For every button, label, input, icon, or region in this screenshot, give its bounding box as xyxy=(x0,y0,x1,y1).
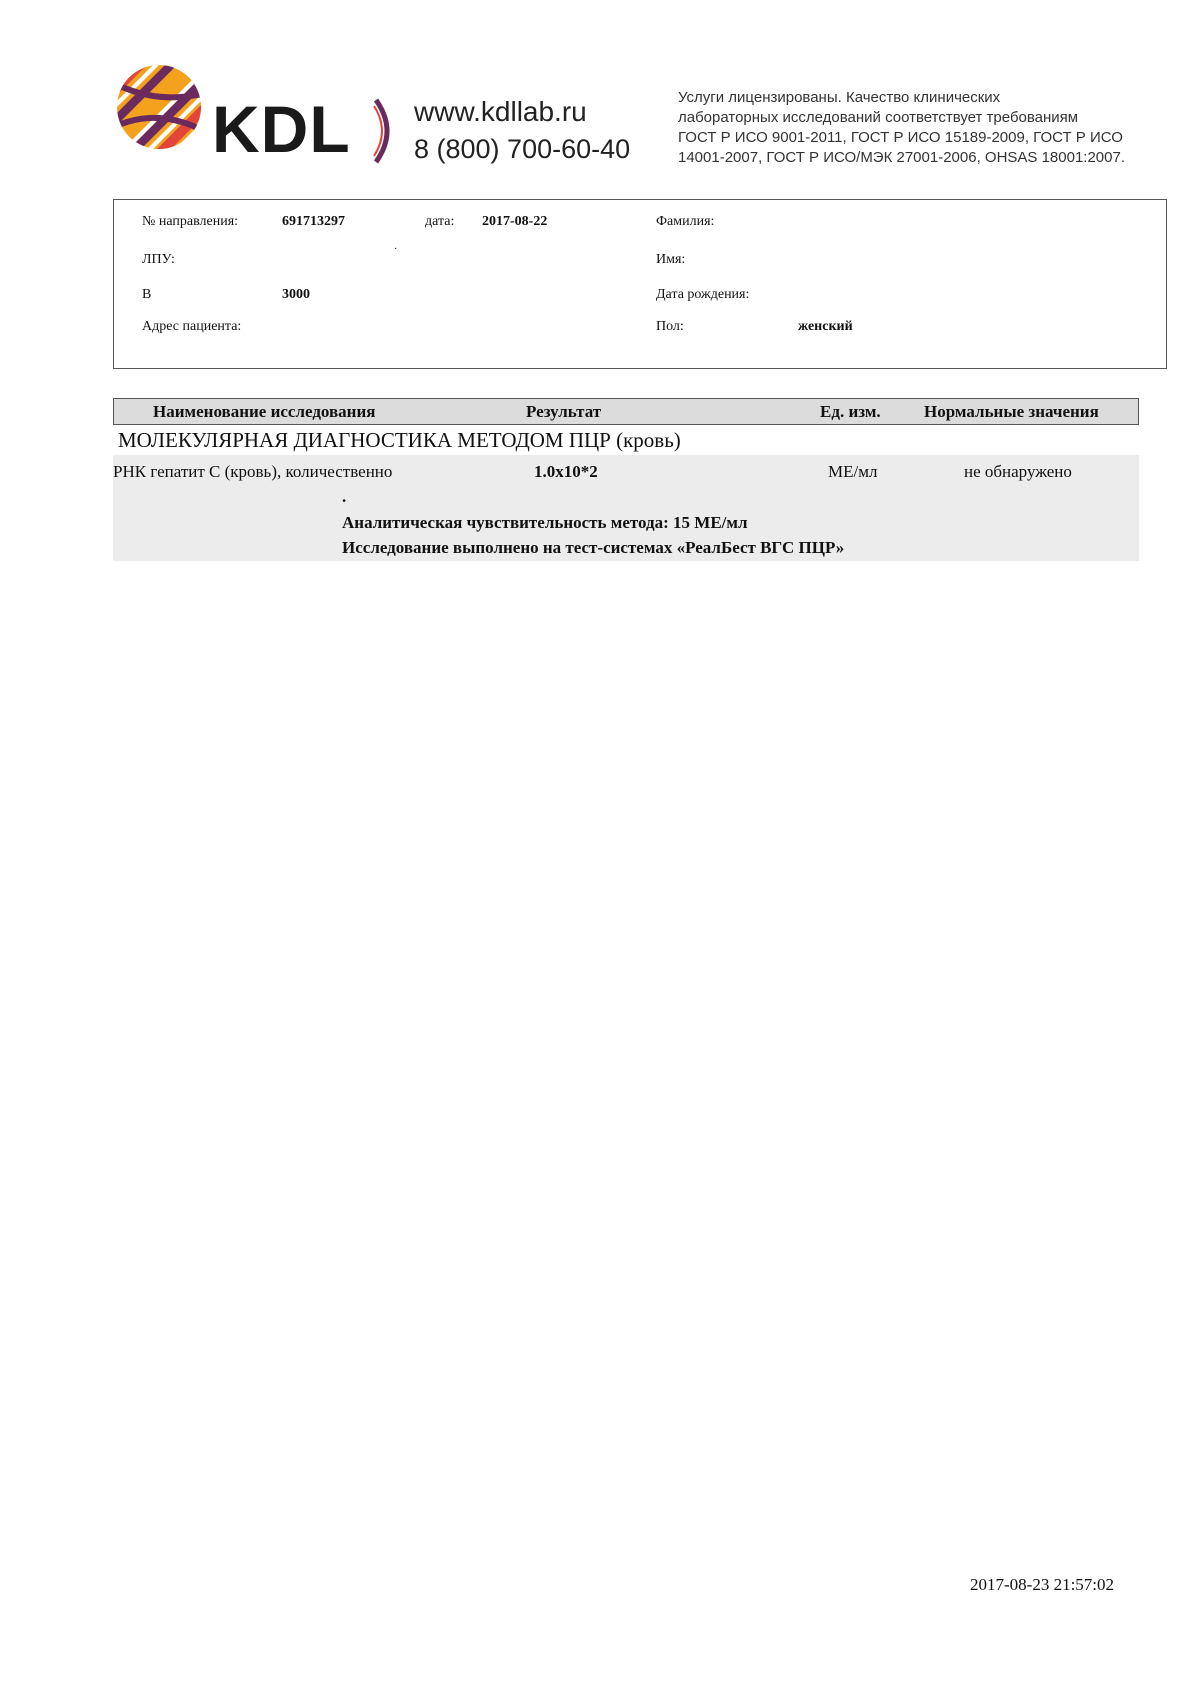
section-title: МОЛЕКУЛЯРНАЯ ДИАГНОСТИКА МЕТОДОМ ПЦР (кровь) xyxy=(118,428,681,452)
sex-value: женский xyxy=(798,319,853,334)
age-value: 3000 xyxy=(282,287,310,302)
phone-number: 8 (800) 700-60-40 xyxy=(414,134,631,164)
licence-line: лабораторных исследований соответствует требованиям xyxy=(678,109,1079,126)
print-timestamp: 2017-08-23 21:57:02 xyxy=(970,1575,1115,1594)
licence-line: ГОСТ Р ИСО 9001-2011, ГОСТ Р ИСО 15189-2009, ГОСТ Р ИСО xyxy=(678,129,1123,146)
date-label: дата: xyxy=(425,214,455,229)
lpu-label: ЛПУ: xyxy=(142,252,175,267)
kdl-logo-icon xyxy=(116,64,202,150)
surname-label: Фамилия: xyxy=(656,214,715,229)
results-table-header xyxy=(113,398,1139,425)
table-row xyxy=(113,455,1139,561)
licence-line: Услуги лицензированы. Качество клинических xyxy=(678,89,1001,106)
address-label: Адрес пациента: xyxy=(142,319,242,334)
licence-line: 14001-2007, ГОСТ Р ИСО/МЭК 27001-2006, OHSAS 18001:2007. xyxy=(678,149,1126,166)
note-test-system: Исследование выполнено на тест-системах «РеалБест ВГС ПЦР» xyxy=(342,538,845,557)
note-dot: . xyxy=(342,487,347,506)
unit-cell: МЕ/мл xyxy=(828,462,878,481)
lpu-value: · xyxy=(394,244,398,255)
column-header-result: Результат xyxy=(526,402,602,421)
age-label: В xyxy=(142,287,152,302)
column-header-norm: Нормальные значения xyxy=(924,402,1099,421)
test-name-cell: РНК гепатит С (кровь), количественно xyxy=(113,462,393,481)
referral-label: № направления: xyxy=(142,214,239,229)
result-value-cell: 1.0x10*2 xyxy=(534,462,598,481)
patient-info-box xyxy=(113,199,1167,369)
birth-date-label: Дата рождения: xyxy=(656,287,750,302)
name-label: Имя: xyxy=(656,252,686,267)
referral-value: 691713297 xyxy=(282,214,345,229)
licence-text xyxy=(678,88,1178,168)
norm-cell: не обнаружено xyxy=(964,462,1072,481)
note-sensitivity: Аналитическая чувствительность метода: 15 МЕ/мл xyxy=(342,513,748,532)
website-link[interactable]: www.kdllab.ru xyxy=(414,96,587,127)
brand-name: KDL xyxy=(212,92,351,166)
sex-label: Пол: xyxy=(656,319,684,334)
date-value: 2017-08-22 xyxy=(482,214,548,229)
chevron-right-icon xyxy=(372,98,398,164)
column-header-name: Наименование исследования xyxy=(153,402,376,421)
column-header-unit: Ед. изм. xyxy=(820,402,881,421)
